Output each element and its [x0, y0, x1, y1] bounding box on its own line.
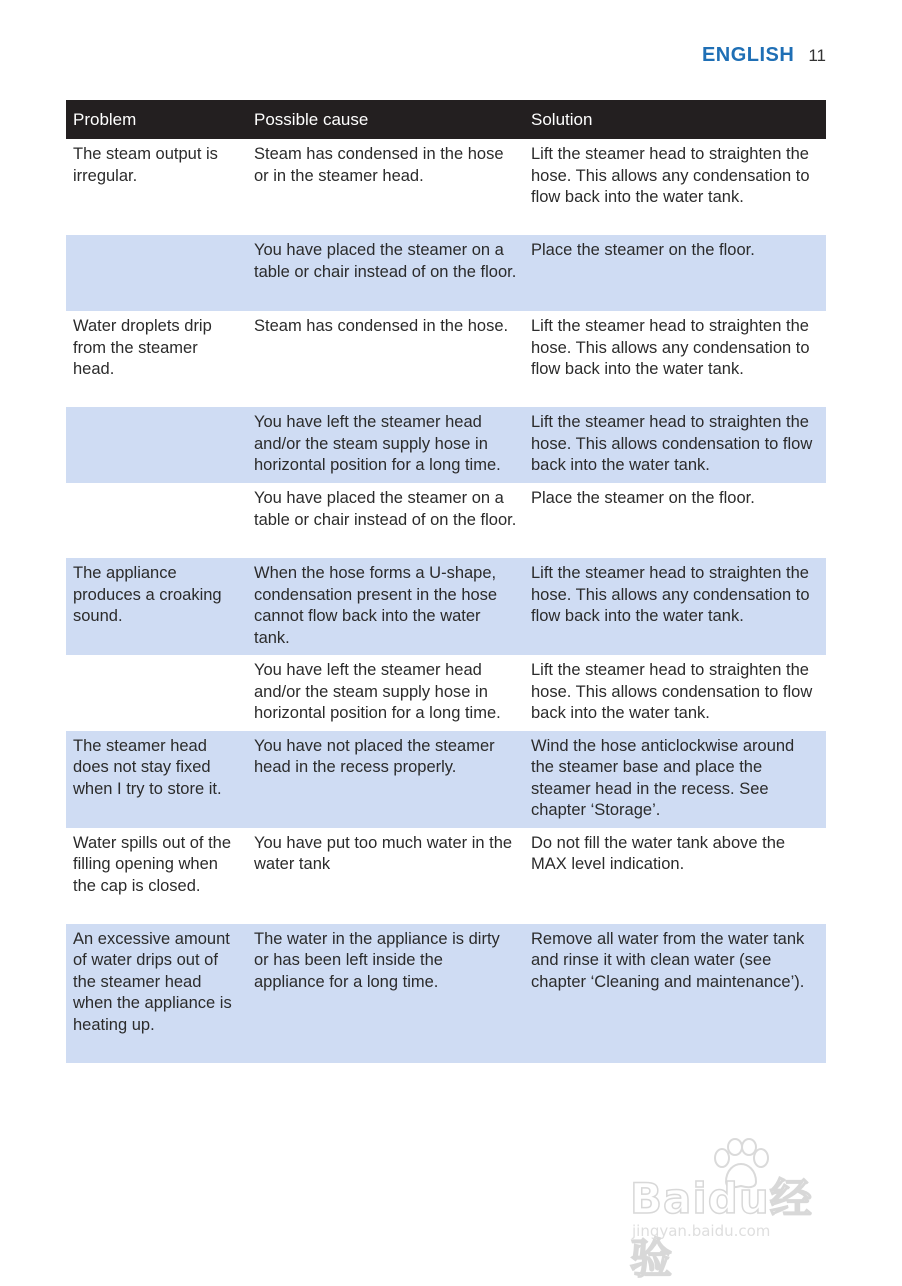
cause-cell: The water in the appliance is dirty or has been left inside the appliance for a long time. [247, 924, 524, 1063]
page-number: 11 [808, 46, 826, 65]
column-header-problem: Problem [66, 100, 247, 139]
problem-cell: Water spills out of the filling opening when the cap is closed. [73, 833, 232, 895]
cause-cell: You have left the steamer head and/or the steam supply hose in horizontal position for a long time. [254, 661, 501, 722]
problem-cell: Water droplets drip from the steamer head. [73, 317, 212, 378]
table-row [66, 139, 826, 235]
cause-cell: Steam has condensed in the hose. [254, 317, 509, 335]
watermark-url: jingyan.baidu.com [632, 1222, 771, 1240]
table-row [66, 483, 826, 558]
table-row [66, 731, 826, 828]
table-row [66, 655, 826, 731]
problem-cell: An excessive amount of water drips out of the steamer head when the appliance is heating up. [66, 924, 247, 1063]
solution-cell: Do not fill the water tank above the MAX level indication. [531, 833, 786, 873]
solution-cell: Lift the steamer head to straighten the hose. This allows condensation to flow back into the water tank. [524, 407, 826, 483]
problem-cell: The steam output is irregular. [73, 145, 218, 185]
solution-cell: Lift the steamer head to straighten the hose. This allows any condensation to flow back into the water tank. [524, 558, 826, 655]
column-header-solution: Solution [524, 100, 826, 139]
page-header [702, 44, 826, 72]
table-row [66, 311, 826, 407]
solution-cell: Remove all water from the water tank and rinse it with clean water (see chapter ‘Cleaning and maintenance’). [524, 924, 826, 1063]
problem-cell [66, 407, 247, 483]
problem-cell [66, 235, 247, 311]
table-row [66, 407, 826, 483]
table-row [66, 235, 826, 311]
solution-cell: Wind the hose anticlockwise around the steamer base and place the steamer head in the recess. See chapter ‘Storage’. [524, 731, 826, 828]
solution-cell: Lift the steamer head to straighten the hose. This allows any condensation to flow back into the water tank. [531, 145, 810, 206]
cause-cell: You have placed the steamer on a table or chair instead of on the floor. [254, 489, 517, 529]
problem-cell [66, 483, 247, 558]
problem-cell [66, 655, 247, 731]
cause-cell: Steam has condensed in the hose or in the steamer head. [254, 145, 504, 185]
table-row [66, 558, 826, 655]
column-header-cause: Possible cause [247, 100, 524, 139]
troubleshooting-table [66, 100, 826, 1063]
solution-cell: Lift the steamer head to straighten the hose. This allows any condensation to flow back into the water tank. [531, 317, 810, 378]
table-header-row [66, 100, 826, 139]
cause-cell: When the hose forms a U-shape, condensation present in the hose cannot flow back into the water tank. [247, 558, 524, 655]
language-label: ENGLISH [701, 44, 795, 66]
problem-cell: The steamer head does not stay fixed when I try to store it. [66, 731, 247, 828]
solution-cell: Lift the steamer head to straighten the hose. This allows condensation to flow back into the water tank. [531, 661, 813, 722]
baidu-watermark [630, 1138, 850, 1283]
table-row [66, 828, 826, 924]
solution-cell: Place the steamer on the floor. [524, 235, 826, 311]
cause-cell: You have not placed the steamer head in the recess properly. [247, 731, 524, 828]
solution-cell: Place the steamer on the floor. [531, 489, 755, 507]
problem-cell: The appliance produces a croaking sound. [66, 558, 247, 655]
table-row [66, 924, 826, 1063]
cause-cell: You have put too much water in the water tank [254, 833, 513, 873]
watermark-brand: Baidu经验 [630, 1174, 813, 1283]
cause-cell: You have placed the steamer on a table or chair instead of on the floor. [247, 235, 524, 311]
cause-cell: You have left the steamer head and/or the steam supply hose in horizontal position for a long time. [247, 407, 524, 483]
